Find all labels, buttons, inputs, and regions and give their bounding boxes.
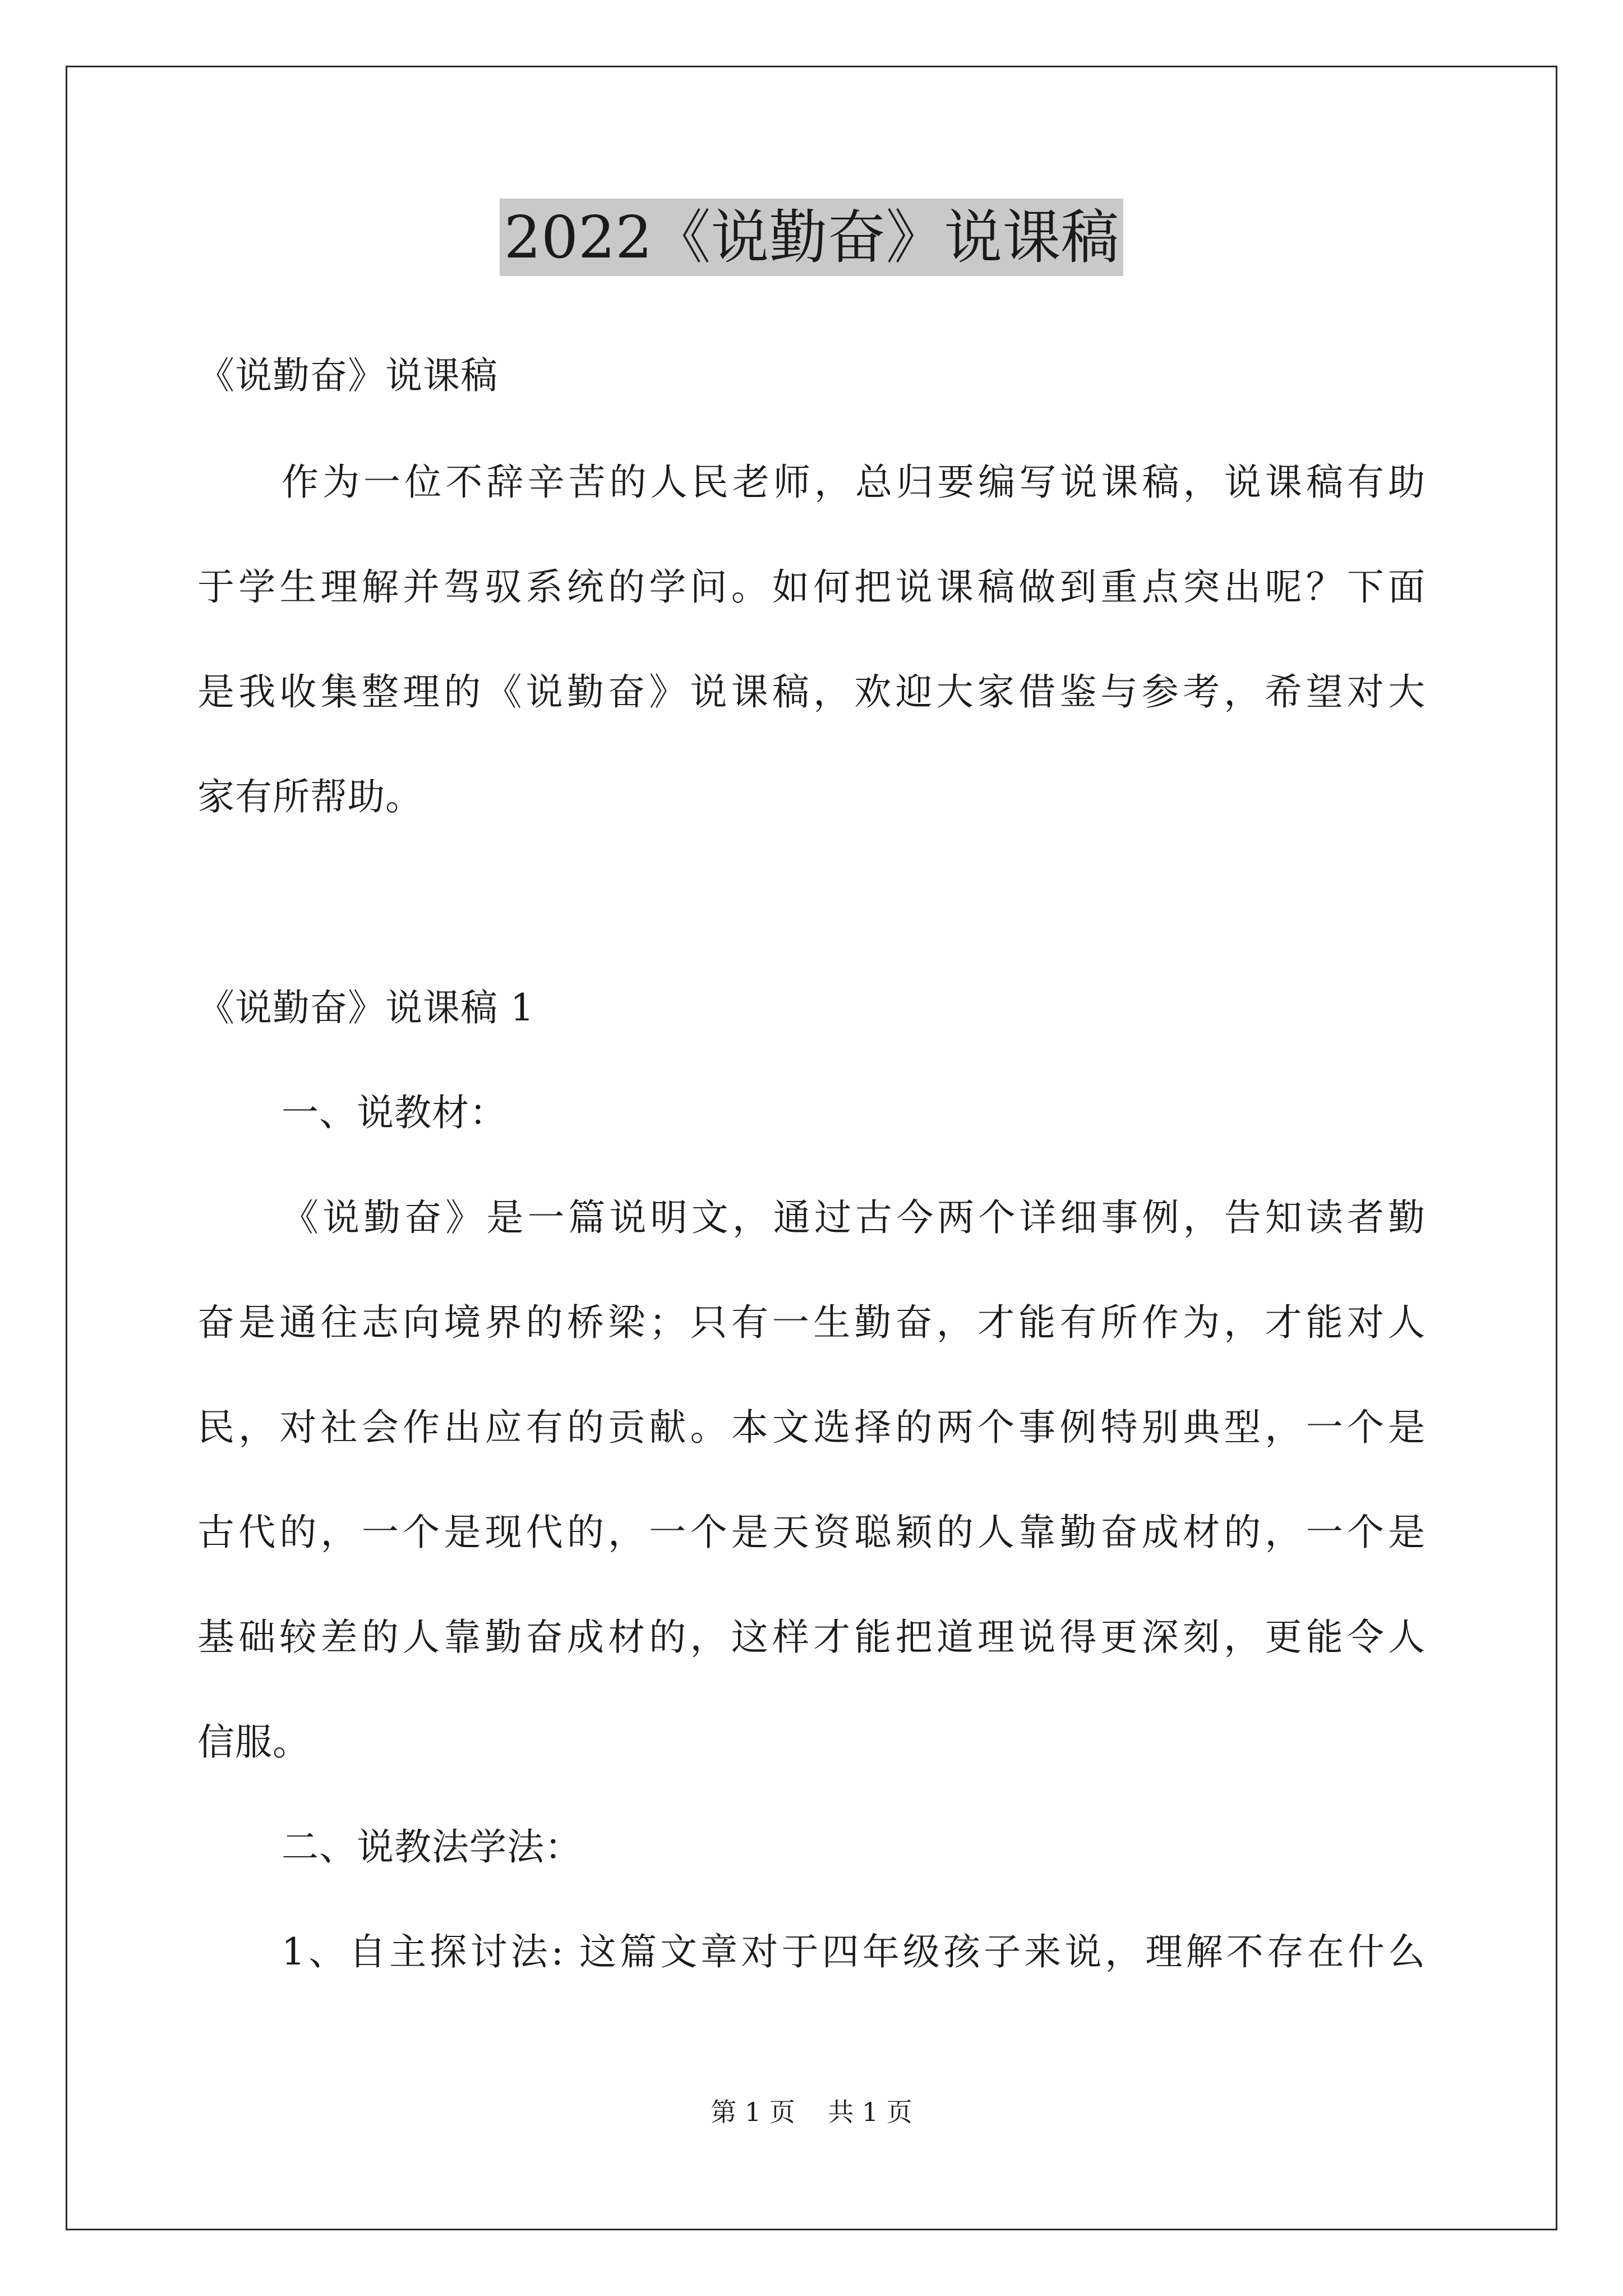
document-subtitle: 《说勤奋》说课稿 (197, 354, 498, 397)
section-title: 《说勤奋》说课稿 1 (197, 986, 534, 1029)
methods-line-1: 1、自主探讨法: 这篇文章对于四年级孩子来说，理解不存在什么 (282, 1930, 1426, 1973)
document-title (0, 199, 1623, 276)
textbook-line-6: 信服。 (197, 1720, 310, 1764)
textbook-line-1: 《说勤奋》是一篇说明文，通过古今两个详细事例，告知读者勤 (282, 1196, 1426, 1239)
heading-methods: 二、说教法学法： (282, 1825, 582, 1869)
textbook-line-2: 奋是通往志向境界的桥梁；只有一生勤奋，才能有所作为，才能对人 (197, 1301, 1426, 1344)
document-title-text: 2022《说勤奋》说课稿 (500, 199, 1124, 276)
intro-line-3: 是我收集整理的《说勤奋》说课稿，欢迎大家借鉴与参考，希望对大 (197, 670, 1426, 714)
intro-line-1: 作为一位不辞辛苦的人民老师，总归要编写说课稿，说课稿有助 (282, 461, 1426, 504)
intro-line-2: 于学生理解并驾驭系统的学问。如何把说课稿做到重点突出呢？下面 (197, 565, 1426, 609)
textbook-line-3: 民，对社会作出应有的贡献。本文选择的两个事例特别典型，一个是 (197, 1406, 1426, 1449)
heading-textbook: 一、说教材： (282, 1091, 507, 1134)
intro-line-4: 家有所帮助。 (197, 775, 423, 818)
textbook-line-4: 古代的，一个是现代的，一个是天资聪颖的人靠勤奋成材的，一个是 (197, 1511, 1426, 1554)
textbook-line-5: 基础较差的人靠勤奋成材的，这样才能把道理说得更深刻，更能令人 (197, 1616, 1426, 1659)
page-footer: 第 1 页 共 1 页 (711, 2097, 912, 2127)
